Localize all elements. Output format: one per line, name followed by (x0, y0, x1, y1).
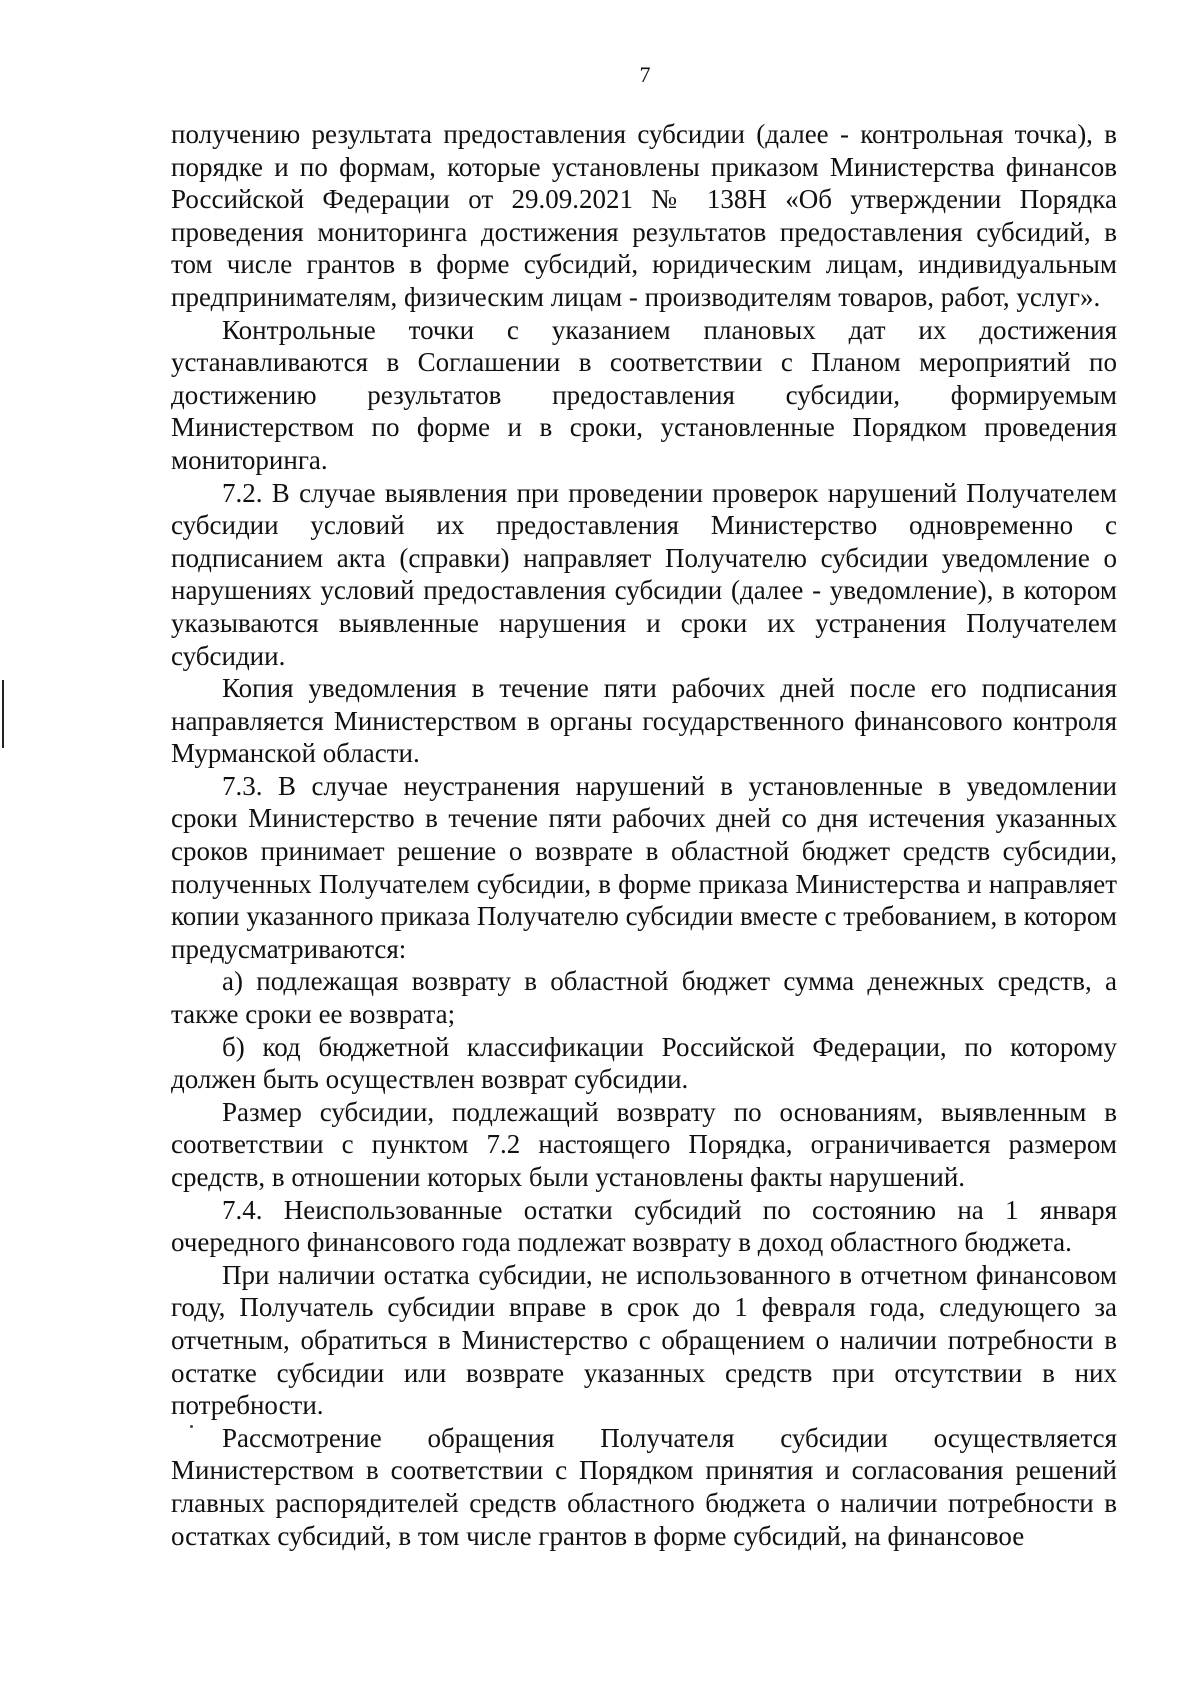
paragraph-clause-7-3: 7.3. В случае неустранения нарушений в установленные в уведомлении сроки Министерство в течение пяти рабочих дней со дня истечения указанных сроков принимает решение о возврате в областной бюджет средств субсидии, полученных Получателем субсидии, в форме приказа Министерства и направляет копии указанного приказа Получателю субсидии вместе с требованием, в котором предусматриваются: (171, 770, 1117, 964)
page-number: 7 (639, 62, 651, 87)
document-body (171, 118, 1117, 1552)
list-item-a: а) подлежащая возврату в областной бюджет сумма денежных средств, а также сроки ее возврата; (171, 966, 1117, 1030)
paragraph: Контрольные точки с указанием плановых дат их достижения устанавливаются в Соглашении в соответствии с Планом мероприятий по достижению результатов предоставления субсидии, формируемым Министерством по форме и в сроки, установленные Порядком проведения мониторинга. (171, 314, 1117, 475)
paragraph: Рассмотрение обращения Получателя субсидии осуществляется Министерством в соответствии с Порядком принятия и согласования решений главных распорядителей средств областного бюджета о наличии потребности в остатках субсидий, в том числе грантов в форме субсидий, на финансовое (171, 1422, 1117, 1551)
scan-edge-mark (2, 680, 4, 748)
list-item-b: б) код бюджетной классификации Российской Федерации, по которому должен быть осуществлен возврат субсидии. (171, 1031, 1117, 1095)
paragraph: получению результата предоставления субсидии (далее - контрольная точка), в порядке и по формам, которые установлены приказом Министерства финансов Российской Федерации от 29.09.2021 № 138Н «Об утверждении Порядка проведения мониторинга достижения результатов предоставления субсидий, в том числе грантов в форме субсидий, юридическим лицам, индивидуальным предпринимателям, физическим лицам - производителям товаров, работ, услуг». (171, 119, 1117, 312)
paragraph: Размер субсидии, подлежащий возврату по основаниям, выявленным в соответствии с пунктом 7.2 настоящего Порядка, ограничивается размером средств, в отношении которых были установлены факты нарушений. (171, 1096, 1117, 1192)
paragraph: При наличии остатка субсидии, не использованного в отчетном финансовом году, Получатель субсидии вправе в срок до 1 февраля года, следующего за отчетным, обратиться в Министерство с обращением о наличии потребности в остатке субсидии или возврате указанных средств при отсутствии в них потребности. (171, 1259, 1117, 1421)
paragraph-clause-7-4: 7.4. Неиспользованные остатки субсидий по состоянию на 1 января очередного финансового года подлежат возврату в доход областного бюджета. (171, 1194, 1117, 1258)
paragraph: Копия уведомления в течение пяти рабочих дней после его подписания направляется Министерством в органы государственного финансового контроля Мурманской области. (171, 673, 1117, 769)
paragraph-clause-7-2: 7.2. В случае выявления при проведении проверок нарушений Получателем субсидии условий их предоставления Министерство одновременно с подписанием акта (справки) направляет Получателю субсидии уведомление о нарушениях условий предоставления субсидии (далее - уведомление), в котором указываются выявленные нарушения и сроки их устранения Получателем субсидии. (171, 477, 1117, 671)
